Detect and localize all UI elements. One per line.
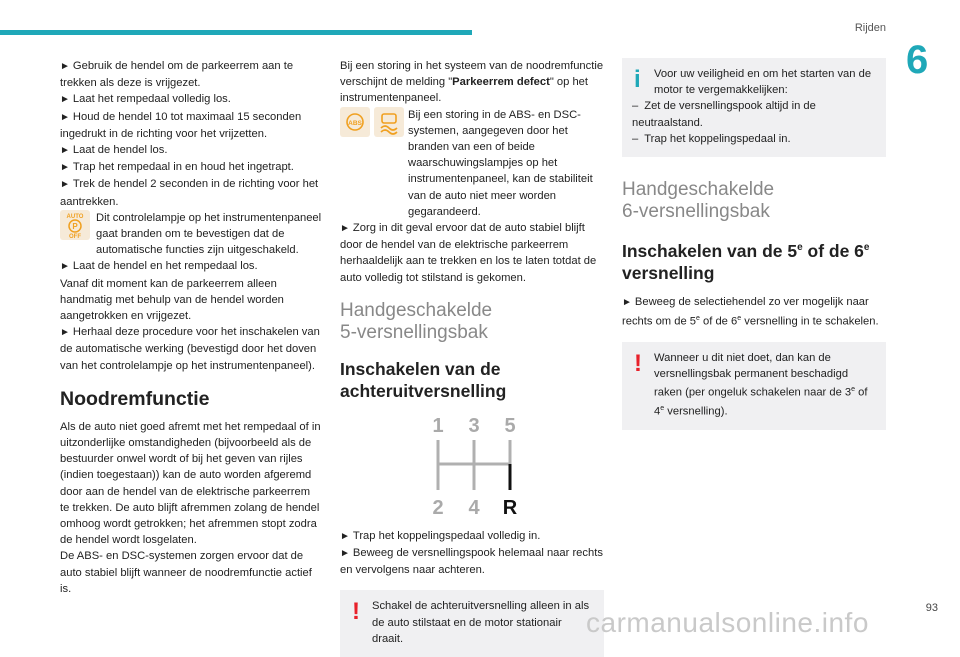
step: ► Houd de hendel 10 tot maximaal 15 seconden ingedrukt in de richting voor het vrijzetten. bbox=[60, 110, 302, 140]
warning-box: ! Wanneer u dit niet doet, dan kan de versnellingsbak permanent beschadigd raken (per ongeluk schakelen naar de 3e of 4e versnelling). bbox=[622, 342, 886, 430]
gear-label: 5 bbox=[504, 414, 516, 437]
column-3 bbox=[622, 58, 886, 430]
svg-text:P: P bbox=[72, 221, 78, 231]
bullet-icon: ► bbox=[340, 548, 350, 560]
watermark: carmanualsonline.info bbox=[586, 607, 869, 638]
page-number: 93 bbox=[925, 602, 938, 614]
bullet-icon: ► bbox=[340, 223, 350, 235]
bullet-icon: ► bbox=[60, 179, 70, 191]
failure-paragraph: Bij een storing in het systeem van de noodremfunctie verschijnt de melding "Parkeerrem defect" op het instrumentenpaneel. bbox=[340, 60, 604, 105]
note: Vanaf dit moment kan de parkeerrem alleen handmatig met behulp van de hendel worden aangetrokken en vrijgezet. bbox=[60, 277, 284, 323]
lamp-text: Dit controlelampje op het instrumentenpaneel gaat branden om te bevestigen dat de automatische functies zijn uitgeschakeld. bbox=[96, 211, 322, 257]
abs-text: Bij een storing in de ABS- en DSC-systemen, aangegeven door het branden van een of beide waarschuwingslampjes op het instrumentenpaneel, kan de stabiliteit van de auto niet meer worden gegarandeerd. bbox=[408, 108, 593, 218]
warning-box: ! Schakel de achteruitversnelling alleen in als de auto stilstaat en de motor stationair draait. bbox=[340, 590, 604, 657]
gear-label-reverse: R bbox=[502, 496, 518, 519]
column-1 bbox=[60, 58, 322, 597]
heading-5speed: Handgeschakelde 5-versnellingsbak bbox=[340, 299, 493, 343]
dsc-warning-icon bbox=[374, 107, 404, 137]
emergency-paragraph-2: De ABS- en DSC-systemen zorgen ervoor dat de auto stabiel blijft wanneer de noodremfunctie actief is. bbox=[60, 550, 312, 595]
column-2 bbox=[340, 58, 604, 657]
step: ► Laat de hendel en het rempedaal los. bbox=[60, 260, 258, 273]
bullet-icon: ► bbox=[60, 145, 70, 157]
info-icon: i bbox=[634, 66, 641, 93]
bullet-icon: ► bbox=[60, 327, 70, 339]
heading-5th-6th-gear: Inschakelen van de 5e of de 6e versnelling bbox=[622, 240, 870, 283]
abs-note bbox=[340, 107, 604, 220]
step: ► Zorg in dit geval ervoor dat de auto stabiel blijft door de hendel van de elektrische parkeerrem herhaaldelijk aan te trekken en los te laten totdat de auto volledig tot stilstand is gekomen. bbox=[340, 222, 597, 284]
warning-icon: ! bbox=[634, 349, 642, 377]
heading-reverse: Inschakelen van de achteruitversnelling bbox=[340, 358, 507, 401]
step: ► Laat het rempedaal volledig los. bbox=[60, 93, 231, 106]
header-accent-bar bbox=[0, 30, 472, 35]
gear-label: 3 bbox=[468, 414, 480, 437]
lamp-note bbox=[60, 210, 322, 259]
abs-warning-icon bbox=[340, 107, 370, 137]
bullet-icon: ► bbox=[622, 296, 632, 308]
step: ► Beweeg de selectiehendel zo ver mogelijk naar rechts om de 5e of de 6e versnelling in te schakelen. bbox=[622, 295, 879, 328]
auto-park-off-lamp-icon bbox=[60, 210, 90, 240]
bullet-icon: ► bbox=[60, 261, 70, 273]
footer bbox=[0, 598, 960, 640]
bullet-icon: ► bbox=[60, 94, 70, 106]
svg-text:OFF: OFF bbox=[69, 233, 81, 239]
gear-label: 1 bbox=[432, 414, 444, 437]
gear-label: 2 bbox=[432, 496, 444, 519]
section-title: Rijden bbox=[854, 22, 886, 34]
chapter-number: 6 bbox=[906, 38, 929, 82]
step: ► Trek de hendel 2 seconden in de richting voor het aantrekken. bbox=[60, 178, 319, 208]
heading-emergency: Noodremfunctie bbox=[60, 387, 210, 410]
bullet-icon: ► bbox=[340, 530, 350, 542]
bullet-icon: ► bbox=[60, 61, 70, 72]
step: ► Beweeg de versnellingspook helemaal naar rechts en vervolgens naar achteren. bbox=[340, 547, 603, 577]
step: ► Trap het rempedaal in en houd het ingetrapt. bbox=[60, 161, 294, 174]
svg-text:ABS: ABS bbox=[348, 119, 362, 127]
gear-label: 4 bbox=[468, 496, 480, 519]
warning-icon: ! bbox=[352, 598, 360, 626]
step: ► Trap het koppelingspedaal volledig in. bbox=[340, 529, 541, 542]
step: ► Herhaal deze procedure voor het inschakelen van de automatische werking (bevestigd door het doven van het controlelampje op het instrumentenpaneel). bbox=[60, 326, 320, 372]
info-box: i Voor uw veiligheid en om het starten van de motor te vergemakkelijken: – Zet de versnellingspook altijd in de neutraalstand. – Trap het koppelingspedaal in. bbox=[622, 58, 886, 157]
bullet-icon: ► bbox=[60, 111, 70, 123]
emergency-paragraph: Als de auto niet goed afremt met het rempedaal of in uitzonderlijke omstandigheden (bijvoorbeeld als de bestuurder onwel wordt of bij het geven van rijles (indien toegestaan)) kan de auto worden afgeremd door aan de hendel van de elektrische parkeerrem te trekken. De auto blijft afremmen zolang de hendel omhoog wordt getrokken; het afremmen stopt zodra de hendel wordt losgelaten. bbox=[60, 420, 321, 547]
step: ► Laat de hendel los. bbox=[60, 144, 168, 157]
svg-text:AUTO: AUTO bbox=[66, 213, 84, 220]
info-list-item: – Trap het koppelingspedaal in. bbox=[632, 132, 791, 145]
bullet-icon: ► bbox=[60, 162, 70, 174]
heading-6speed: Handgeschakelde 6-versnellingsbak bbox=[622, 179, 775, 223]
gear-pattern-diagram bbox=[428, 412, 518, 522]
info-list-item: – Zet de versnellingspook altijd in de neutraalstand. bbox=[632, 100, 816, 129]
step: ► Gebruik de hendel om de parkeerrem aan te trekken als deze is vrijgezet. bbox=[60, 60, 294, 90]
